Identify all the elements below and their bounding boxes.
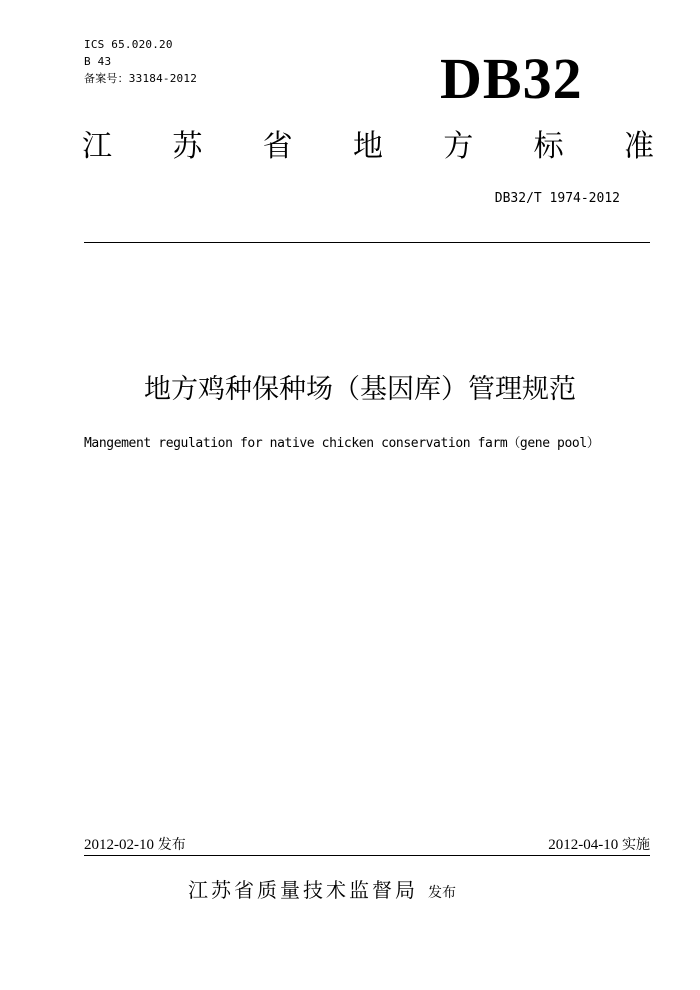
issue-date: 2012-02-10 — [84, 837, 154, 853]
standard-number: DB32/T 1974-2012 — [494, 191, 620, 206]
province-title-char: 标 — [533, 129, 564, 164]
province-title-char: 苏 — [172, 129, 203, 164]
implementation-label: 实施 — [622, 837, 650, 853]
top-divider — [84, 242, 650, 243]
province-title-char: 准 — [623, 129, 654, 164]
implementation-date: 2012-04-10 — [548, 837, 619, 853]
implementation-date-line — [548, 836, 650, 854]
province-title-char: 省 — [262, 129, 293, 164]
ics-code: ICS 65.020.20 — [84, 38, 173, 51]
document-title-english: Mangement regulation for native chicken conservation farm（gene pool） — [84, 436, 600, 451]
record-number: 备案号：33184-2012 — [84, 72, 198, 85]
issue-date-line — [84, 836, 186, 854]
publisher-suffix: 发布 — [428, 885, 456, 901]
document-title: 地方鸡种保种场（基因库）管理规范 — [144, 374, 576, 405]
publisher-line — [188, 876, 456, 904]
province-title-char: 地 — [352, 129, 383, 164]
province-title-char: 方 — [443, 129, 474, 164]
publisher-name: 江苏省质量技术监督局 — [188, 878, 418, 902]
standard-logo: DB32 — [440, 46, 583, 111]
classification-code: B 43 — [84, 55, 112, 68]
province-title-char: 江 — [82, 129, 112, 164]
issue-label: 发布 — [157, 837, 186, 853]
province-standard-title — [82, 128, 654, 166]
bottom-divider — [84, 855, 650, 856]
